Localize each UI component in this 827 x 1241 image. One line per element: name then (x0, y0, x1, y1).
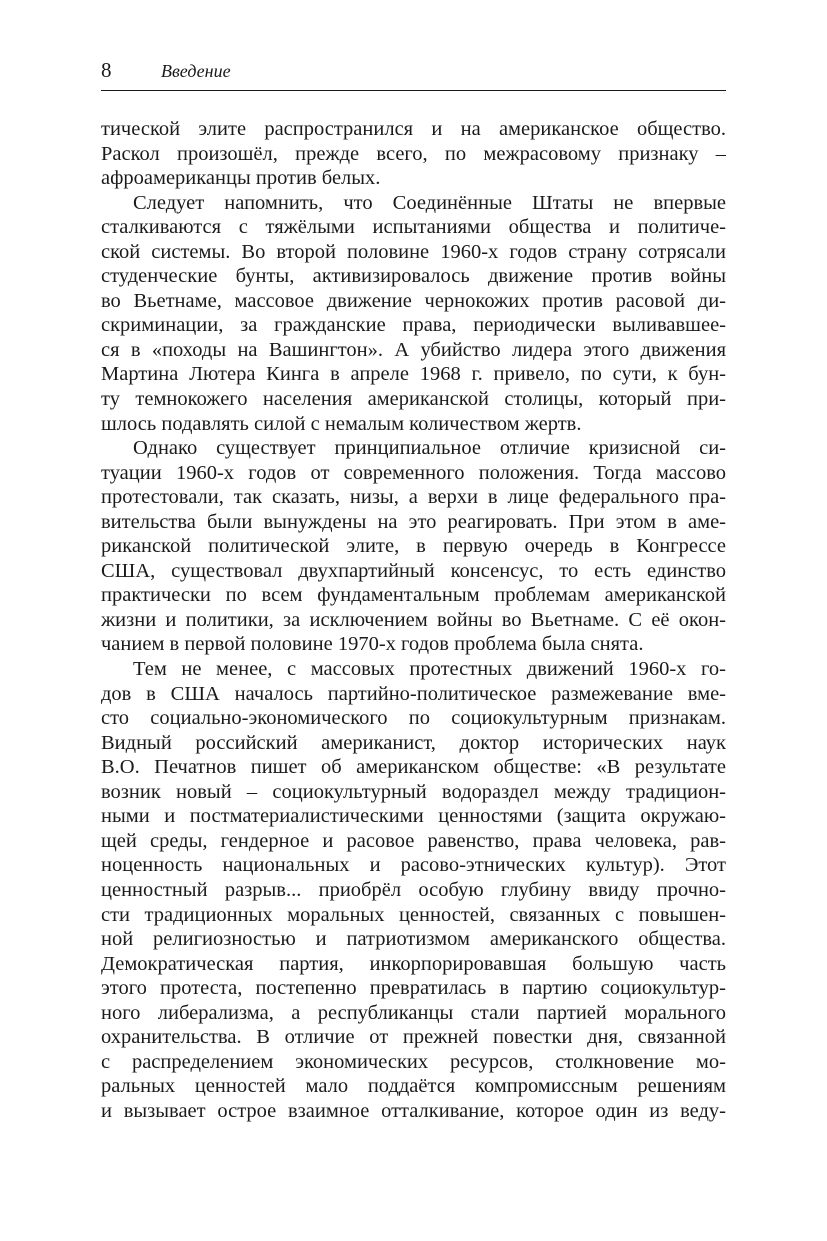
page-number: 8 (101, 58, 112, 82)
text-line: Следует напомнить, что Соединённые Штаты не впервые (133, 191, 726, 214)
text-line: туации 1960-х годов от современного положения. Тогда массово (101, 461, 726, 484)
text-line: Тем не менее, с массовых протестных движений 1960-х го- (133, 658, 726, 681)
text-line: ской системы. Во второй половине 1960-х годов страну сотрясали (101, 240, 726, 263)
text-line: В.О. Печатнов пишет об американском обществе: «В результате (101, 756, 726, 779)
text-line: ральных ценностей мало поддаётся компромиссным решениям (101, 1075, 726, 1098)
text-line: практически по всем фундаментальным проблемам американской (101, 584, 726, 607)
body-text (101, 117, 726, 1123)
text-line: ноценность национальных и расово-этнических культур). Этот (101, 854, 726, 877)
text-line: протестовали, так сказать, низы, а верхи в лице федерального пра- (101, 486, 726, 509)
text-line: шлось подавлять силой с немалым количеством жертв. (101, 412, 582, 435)
text-line: ными и постматериалистическими ценностями (защита окружаю- (101, 805, 726, 828)
text-line: Мартина Лютера Кинга в апреле 1968 г. привело, по сути, к бун- (101, 363, 726, 386)
text-line: тической элите распространился и на американское общество. (101, 118, 726, 140)
text-line: охранительства. В отличие от прежней повестки дня, связанной (101, 1026, 726, 1049)
text-line: сто социально-экономического по социокультурным признакам. (101, 707, 726, 730)
text-line: вительства были вынуждены на это реагировать. При этом в аме- (101, 510, 726, 533)
text-line: ся в «походы на Вашингтон». А убийство лидера этого движения (101, 338, 726, 361)
text-line: США, существовал двухпартийный консенсус, то есть единство (101, 559, 726, 582)
page-header (101, 56, 726, 91)
text-line: ценностный разрыв... приобрёл особую глубину ввиду прочно- (101, 878, 726, 901)
text-line: ного либерализма, а республиканцы стали партией морального (101, 1001, 726, 1024)
text-line: дов в США началось партийно-политическое размежевание вме- (101, 682, 726, 705)
text-line: сти традиционных моральных ценностей, связанных с повышен- (101, 903, 726, 926)
text-line: ной религиозностью и патриотизмом американского общества. (101, 928, 726, 951)
text-line: афроамериканцы против белых. (101, 167, 381, 190)
text-line: Однако существует принципиальное отличие кризисной си- (133, 437, 726, 460)
text-line: этого протеста, постепенно превратилась в партию социокультур- (101, 977, 726, 1000)
text-line: и вызывает острое взаимное отталкивание, которое один из веду- (101, 1099, 726, 1122)
text-line: Видный российский американист, доктор исторических наук (101, 731, 726, 754)
text-line: Раскол произошёл, прежде всего, по межрасовому признаку – (101, 142, 726, 165)
text-line: скриминации, за гражданские права, периодически выливавшее- (101, 314, 726, 337)
text-line: риканской политической элите, в первую очередь в Конгрессе (101, 535, 726, 558)
text-line: Демократическая партия, инкорпорировавшая большую часть (101, 952, 726, 975)
text-line: сталкиваются с тяжёлыми испытаниями общества и политиче- (101, 216, 726, 239)
text-line: студенческие бунты, активизировалось движение против войны (101, 265, 726, 288)
text-line: с распределением экономических ресурсов, столкновение мо- (101, 1050, 726, 1073)
running-head: Введение (161, 61, 231, 81)
text-line: щей среды, гендерное и расовое равенство, права человека, рав- (101, 829, 726, 852)
text-line: чанием в первой половине 1970-х годов проблема была снята. (101, 633, 644, 656)
text-line: во Вьетнаме, массовое движение чернокожих против расовой ди- (101, 289, 726, 312)
text-line: ту темнокожего населения американской столицы, который при- (101, 388, 726, 411)
text-line: жизни и политики, за исключением войны во Вьетнаме. С её окон- (101, 608, 726, 631)
text-line: возник новый – социокультурный водораздел между традицион- (101, 780, 726, 803)
